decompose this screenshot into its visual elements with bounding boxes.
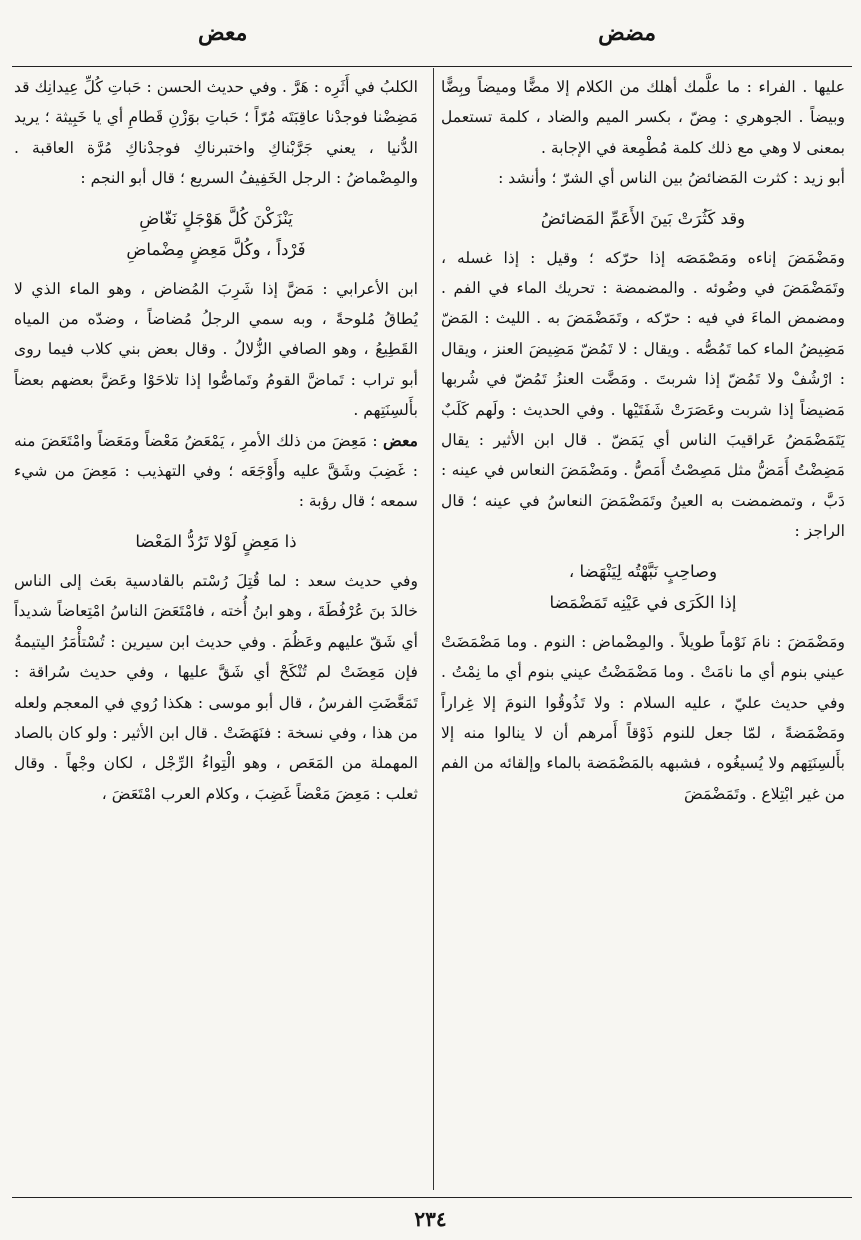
verse-line: وقد كَثُرَتْ بَينَ الأَعَمِّ المَضائضُ [540,208,746,228]
paragraph: وفي حديث سعد : لما قُتِلَ رُسْتم بالقادسية بعَث إلى الناس خالدَ بنَ عُرْفُطَةَ ، وهو ابنُ أُخته ، فامْتَعَضَ الناسُ امْتِعاضاً شديداً أي شَقّ عليهم وعَظُمَ . وفي حديث ابن سيرين : تُسْتأْمَرُ اليتيمةُ فإن مَعِضَتْ لم تُنْكَحْ أي شَقَّ عليها ، وفي حديث سُراقة : تَمَعَّضَتِ الفرسُ ، قال أبو موسى : هكذا رُوي في المعجم ولعله من هذا ، وفي نسخة : فنَهَضَتْ . قال ابن الأثير : ولو كان بالصاد المهملة من المَعَص ، وهو الْتِواءُ الرِّجْل ، لكان وجْهاً . وقال ثعلب : مَعِضَ مَعْضاً غَضِبَ ، وكلام العرب امْتَعَضَ ، [14,571,418,803]
footer-rule [12,1197,852,1198]
running-head-right: مضض [598,20,656,46]
paragraph: أبو زيد : كثرت المَضائضُ بين الناس أي الشرّ ؛ وأنشد : [498,169,845,188]
column-divider [433,68,434,1190]
page-header [0,0,861,62]
verse [441,203,845,234]
verse-line: فَرْداً ، وكُلَّ مَعِضٍ مِضْماضِ [126,239,306,259]
verse [14,203,418,265]
paragraph: عليها . الفراء : ما علَّمك أهلك من الكلام إلا مضًّا وميضاً وبِضًّا وبيضاً . الجوهري : مِضّ ، بكسر الميم والضاد ، كلمة تستعمل بمعنى لا وهي مع ذلك كلمة مُطْمِعة في الإجابة . [441,78,845,157]
verse-line: وصاحِبٍ نَبَّهْتُه لِيَنْهَضا ، [568,561,718,581]
paragraph: ومَضْمَضَ : نامَ نَوْماً طويلاً . والمِضْماض : النوم . وما مَضْمَضَتْ عيني بنوم أي ما نامَتْ . وما مَضْمَضْتُ عيني بنوم أي ما نِمْتُ . وفي حديث عليّ ، عليه السلام : ولا تَذُوقُوا النومَ إلا غِراراً ومَضْمَضةً ، لمّا جعل للنوم ذَوْقاً أَمرهم أن لا ينالوا منه إلا بأَلسِنَتِهم ولا يُسيغُوه ، فشبهه بالمَضْمَضة بالماء وإلقائه من الفم من غير ابْتِلاع . وتَمَضْمَضَ [441,632,845,803]
paragraph: ومَضْمَضَ إناءه ومَصْمَصَه إذا حرّكه ؛ وقيل : إذا غسله ، وتَمَضْمَضَ في وضُوئه . والمضمضة : تحريك الماء في الفم . ومضمض الماءَ في فيه : حرّكه ، وتَمَضْمَضَ به . الليث : المَضّ مَضِيضُ الماء كما تَمُصُّه . ويقال : لا تَمُضّ مَضِيضَ العنز ، ويقال : ارْشُفْ ولا تَمُضّ إذا شربتَ . ومَضَّت العنزُ تَمُضّ في شُربها مَضيضاً إذا شربت وعَصَرَتْ شَفَتَيْها . وفي الحديث : ولَهم كَلَبٌ يَتَمَضْمَضُ عَراقيبَ الناس أي يَمَضّ . قال ابن الأثير : يقال مَضِضْتُ أَمَضُّ مثل مَصِصْتُ أَمَصُّ . ومَضْمَضَ النعاس في عينه : دَبَّ ، وتمضمضت به العينُ وتَمَضْمَضَ النعاسُ في عينه ؛ قال الراجز : [441,248,845,541]
verse-line: ذا مَعِضٍ لَوْلا تَرُدُّ المَعْضا [135,531,297,551]
header-rule [12,66,852,67]
paragraph: الكلبُ في أَثَرِه : هَرَّ . وفي حديث الحسن : حَباتِ كُلِّ عِيدانِك قد مَضِضْنا فوجدْنا عاقِبَتَه مُرّاً ؛ حَباتِ بوَزْنِ قَطامِ أي يا خَبِيثة ؛ يريد الدُّنيا ، يعني جَرَّبْناكِ واختبرناكِ فوجدْناكِ مُرَّة العاقبة . والمِضْماضُ : الرجل الخَفِيفُ السريع ؛ قال أبو النجم : [14,78,418,188]
entry-text: : مَعِضَ من ذلك الأمرِ ، يَمْعَضُ مَعْضاً ومَعَضاً وامْتَعَضَ منه : غَضِبَ وشَقَّ عليه وأَوْجَعَه ؛ وفي التهذيب : مَعِضَ من شيء سمعه ؛ قال رؤبة : [14,431,418,511]
page-number: ٢٣٤ [414,1207,447,1231]
running-head-left: معض [198,20,248,46]
paragraph: ابن الأعرابي : مَضَّ إذا شَرِبَ المُضاض ، وهو الماء الذي لا يُطاقُ مُلوحةً ، وبه سمي الرجلُ مُضاضاً ، وضدّه من المياه القَطِيعُ ، وهو الصافي الزُّلالُ . وقال بعض بني كلاب فيما روى أبو تراب : تَماضَّ القومُ وتَماصُّوا إذا تلاحَوْا وعَضَّ بعضهم بعضاً بأَلسِنَتِهم . [14,279,418,420]
verse-line: يَنْزَكْنَ كُلَّ هَوْجَلٍ نَغّاضِ [139,208,293,228]
left-column [14,72,418,1190]
entry-headword: معض [383,430,418,450]
verse-line: إذا الكَرَى في عَيْنِه تَمَضْمَضا [549,592,737,612]
verse [14,526,418,557]
right-column [441,72,845,1190]
verse [441,556,845,618]
entry-paragraph [14,426,418,517]
